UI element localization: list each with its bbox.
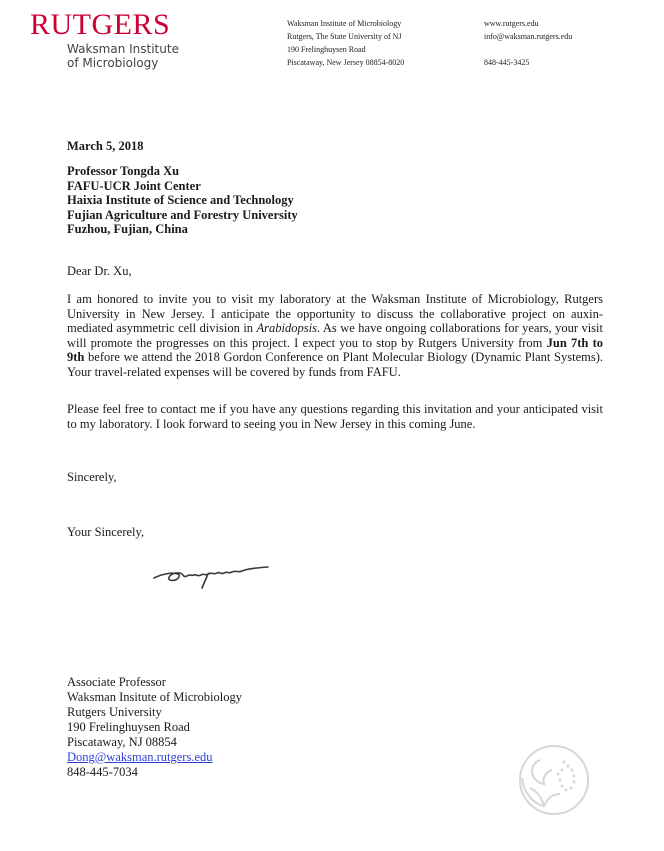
bold-visit-dates: Jun 7th to 9th <box>67 335 603 365</box>
recipient-address <box>67 164 603 237</box>
handwritten-signature-icon <box>150 558 275 598</box>
address-line: Rutgers, The State University of NJ <box>287 32 402 41</box>
italic-species-name: Arabidopsis <box>256 321 317 336</box>
signer-phone: 848-445-7034 <box>67 765 138 779</box>
logo-subtitle-line2: of Microbiology <box>67 56 159 70</box>
text-run: I am honored to invite you to visit my laboratory at the Waksman Institute of Microbiology, Rutgers University in New Jersey. I anticipate the opportunity to discuss the collaborative project on auxin-mediated asymmetric cell division in <box>67 292 603 336</box>
letterhead-email: info@waksman.rutgers.edu <box>484 32 573 41</box>
text-run: . As we have ongoing collaborations for years, your visit will promote the progresses on this project. I expect you to stop by Rutgers University from <box>67 321 603 350</box>
closing-your-sincerely: Your Sincerely, <box>67 525 145 539</box>
address-line: Piscataway, New Jersey 08854-8020 <box>287 58 405 67</box>
rutgers-logo <box>30 10 179 70</box>
signer-city: Piscataway, NJ 08854 <box>67 735 177 749</box>
recipient-line: Fuzhou, Fujian, China <box>67 222 188 236</box>
paragraph-contact: Please feel free to contact me if you have any questions regarding this invitation and your anticipated visit to my laboratory. I look forward to seeing you in New Jersey in this coming June. <box>67 402 603 431</box>
logo-wordmark: RUTGERS <box>30 8 171 41</box>
letterhead-contact <box>484 17 572 69</box>
recipient-line: Haixia Institute of Science and Technology <box>67 193 294 207</box>
letter-date: March 5, 2018 <box>67 139 144 153</box>
signer-street: 190 Frelinghuysen Road <box>67 720 190 734</box>
letterhead-phone: 848-445-3425 <box>484 58 530 67</box>
signer-title: Associate Professor <box>67 675 166 689</box>
signer-university: Rutgers University <box>67 705 162 719</box>
recipient-line: Fujian Agriculture and Forestry University <box>67 207 298 222</box>
address-line: 190 Frelinghuysen Road <box>287 45 366 54</box>
recipient-line: Professor Tongda Xu <box>67 164 180 178</box>
greeting: Dear Dr. Xu, <box>67 264 132 278</box>
paragraph-invitation <box>67 292 603 380</box>
logo-subtitle <box>67 42 179 70</box>
address-line: Waksman Institute of Microbiology <box>287 19 402 28</box>
signer-institute: Waksman Insitute of Microbiology <box>67 690 243 704</box>
signer-email-link[interactable]: Dong@waksman.rutgers.edu <box>67 750 213 764</box>
recipient-line: FAFU-UCR Joint Center <box>67 178 201 193</box>
closing-sincerely: Sincerely, <box>67 470 117 484</box>
letterhead-address <box>287 17 404 69</box>
logo-subtitle-line1: Waksman Institute <box>67 42 179 56</box>
text-run: before we attend the 2018 Gordon Conference on Plant Molecular Biology (Dynamic Plant Systems). Your travel-related expenses will be covered by funds from FAFU. <box>67 350 603 379</box>
waksman-emblem-icon <box>512 738 592 823</box>
letterhead-website: www.rutgers.edu <box>484 19 539 28</box>
